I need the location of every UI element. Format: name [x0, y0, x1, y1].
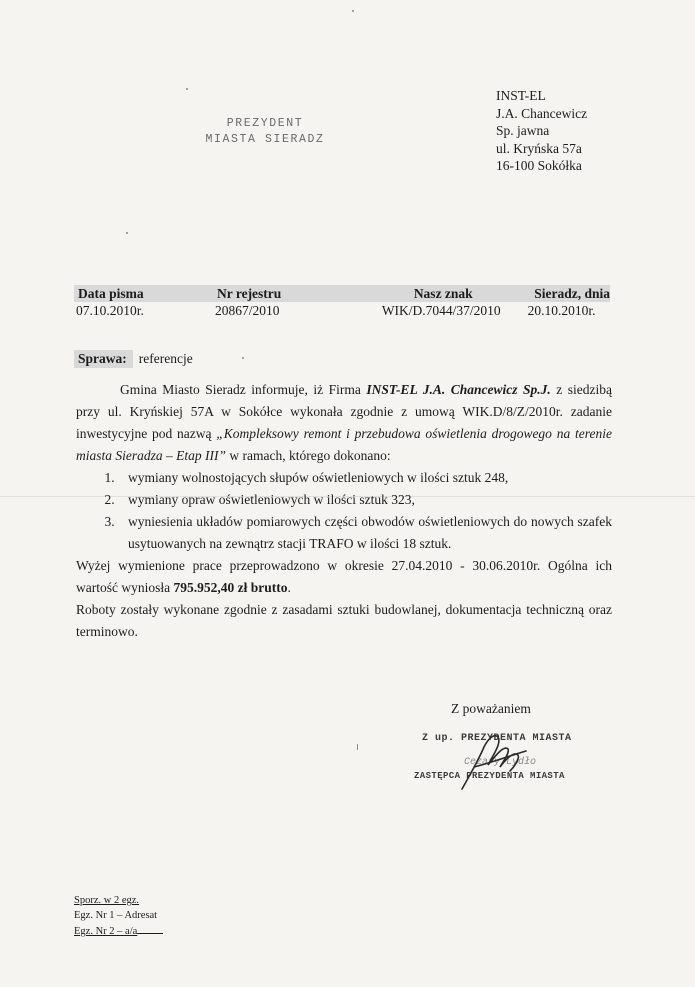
recipient-line: Sp. jawna: [496, 123, 550, 138]
body-text-span: Gmina Miasto Sieradz informuje, iż Firma: [120, 382, 367, 397]
copies-title: Sporz. w 2 egz.: [74, 895, 140, 906]
issuer-stamp-line2: MIASTA SIERADZ: [205, 133, 325, 146]
list-item: 2. wymiany opraw oświetleniowych w ilości sztuk 323,: [118, 489, 612, 511]
meta-header-date: Data pisma: [78, 286, 144, 301]
stamp-line-authority: Z up. PREZYDENTA MIASTA: [422, 733, 572, 744]
meta-header-register: Nr rejestru: [216, 286, 282, 301]
paper-speck: [242, 357, 244, 359]
recipient-line: 16-100 Sokółka: [496, 158, 582, 173]
recipient-line: ul. Kryńska 57a: [496, 140, 582, 156]
list-item: 1. wymiany wolnostojących słupów oświetleniowych w ilości sztuk 248,: [118, 467, 612, 489]
meta-value-row: [74, 302, 610, 320]
letter-body: [76, 379, 612, 643]
paper-speck: [126, 232, 128, 234]
meta-value-date: 07.10.2010r.: [76, 303, 144, 318]
copy-line-1: Egz. Nr 1 – Adresat: [74, 910, 158, 921]
stamp-line-title: ZASTĘPCA PREZYDENTA MIASTA: [414, 771, 565, 781]
copies-note: [74, 893, 163, 939]
recipient-line: J.A. Chancewicz: [496, 105, 588, 121]
copy-line-2: [74, 923, 163, 939]
total-amount: 795.952,40 zł brutto: [173, 580, 288, 595]
issuer-stamp-line1: PREZYDENT: [226, 117, 304, 130]
copy-line-2-text: Egz. Nr 2 – a/a: [74, 926, 138, 937]
list-item: 3. wyniesienia układów pomiarowych części obwodów oświetleniowych do nowych szafek usytuowanych na zewnątrz stacji TRAFO w ilości 18 sztuk.: [118, 511, 612, 555]
subject-label: Sprawa:: [74, 350, 133, 368]
letter-meta-table: [74, 285, 610, 320]
meta-value-place-date: 20.10.2010r.: [527, 303, 596, 318]
handwritten-signature: [444, 727, 544, 793]
meta-header-place-date: Sieradz, dnia: [534, 286, 610, 301]
meta-header-reference: Nasz znak: [413, 286, 473, 301]
body-paragraph-2: [76, 555, 612, 599]
signature-stamp: [404, 733, 574, 793]
body-text-span: .: [287, 580, 291, 595]
issuer-stamp: [190, 116, 340, 148]
body-text-span: w ramach, którego dokonano:: [226, 448, 391, 463]
body-text-span: Wyżej wymienione prace przeprowadzono w okresie 27.04.2010 - 30.06.2010r. Ogólna ich wartość wyniosła: [76, 558, 612, 595]
body-paragraph-3: Roboty zostały wykonane zgodnie z zasadami sztuki budowlanej, dokumentacja techniczną oraz terminowo.: [76, 602, 612, 639]
project-name: „Kompleksowy remont i przebudowa oświetlenia drogowego na terenie miasta Sieradza – Etap III”: [76, 426, 612, 463]
body-paragraph-1: [76, 379, 612, 467]
works-list: [76, 467, 612, 555]
meta-value-reference: WIK/D.7044/37/2010: [381, 303, 501, 318]
body-text-span: z siedzibą przy ul. Kryńskiej 57A w Sokółce wykonała zgodnie z umową WIK.D/8/Z/2010r. zadanie inwestycyjne pod nazwą: [76, 382, 613, 441]
paper-speck: [186, 88, 188, 90]
blank-line: [137, 923, 163, 934]
closing-greeting: Z poważaniem: [451, 701, 531, 716]
subject-value: referencje: [138, 351, 193, 366]
paper-speck: [357, 744, 358, 750]
stamp-line-name: Cezary Lydło: [464, 757, 537, 768]
recipient-line: INST-EL: [496, 88, 546, 103]
paper-speck: [352, 10, 354, 12]
meta-value-register: 20867/2010: [214, 303, 280, 318]
meta-header-row: [74, 285, 610, 302]
subject-line: [74, 350, 193, 368]
company-name: INST-EL J.A. Chancewicz Sp.J.: [366, 382, 551, 397]
recipient-address: [496, 87, 587, 175]
